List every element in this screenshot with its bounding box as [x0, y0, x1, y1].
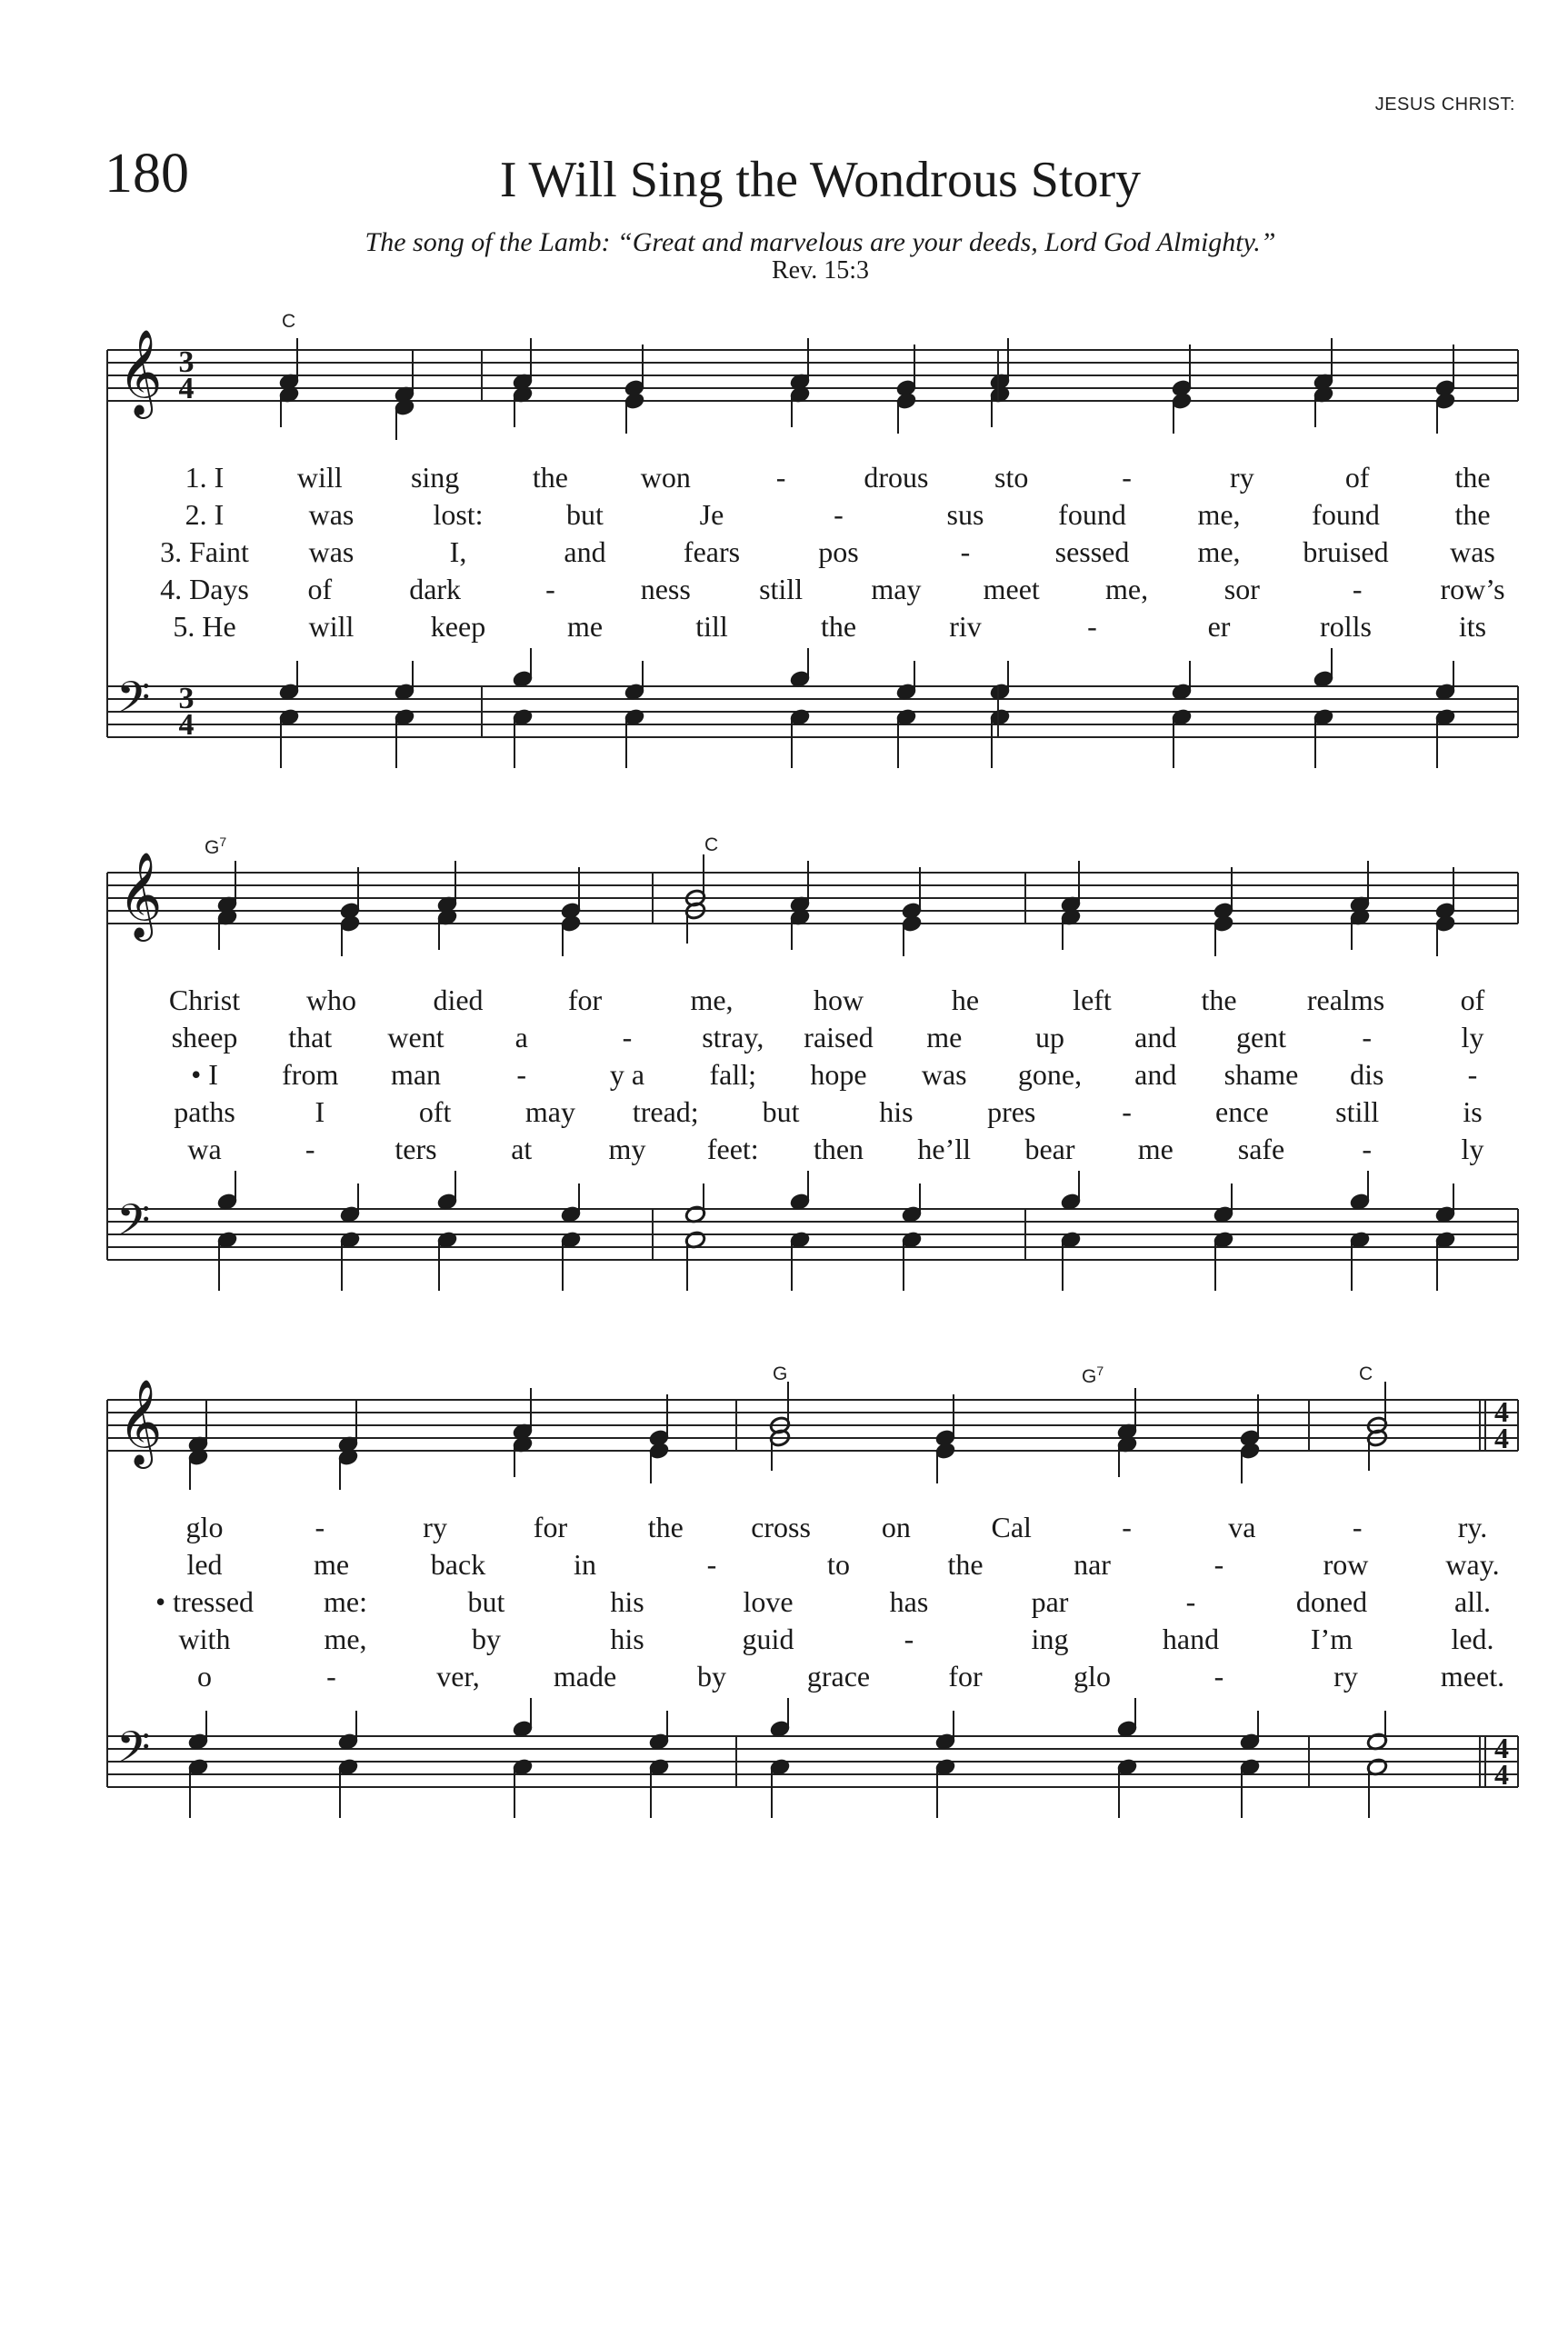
- lyric-syllable: but: [467, 1585, 505, 1618]
- bass-clef-icon: 𝄢: [116, 1722, 151, 1783]
- lyric-syllable: will: [296, 461, 343, 494]
- lyric-syllable: led.: [1451, 1623, 1494, 1655]
- lyric-syllable: me,: [1197, 535, 1241, 568]
- lyric-syllable: my: [608, 1133, 646, 1165]
- lyric-syllable: I’m: [1310, 1623, 1353, 1655]
- lyric-syllable: may: [524, 1095, 575, 1128]
- lyric-syllable: dark: [409, 573, 462, 605]
- hyphen: -: [1185, 1585, 1196, 1618]
- time-signature-top: 4: [1494, 1732, 1509, 1764]
- lyric-syllable: me,: [1197, 498, 1241, 531]
- lyric-syllable: but: [566, 498, 604, 531]
- lyric-syllable: me,: [1104, 573, 1149, 605]
- lyric-line-verse-4: [0, 1621, 1568, 1657]
- lyric-line-verse-1: [0, 982, 1568, 1018]
- lyric-syllable: till: [695, 610, 728, 643]
- hyphen: -: [1087, 610, 1097, 643]
- lyric-syllable: 4. Days: [160, 573, 249, 605]
- lyric-syllable: I,: [449, 535, 467, 568]
- lyric-syllable: may: [871, 573, 922, 605]
- lyric-syllable: stray,: [702, 1021, 764, 1054]
- lyric-syllable: cross: [751, 1511, 811, 1543]
- time-signature-bottom: 4: [178, 372, 195, 405]
- hyphen: -: [622, 1021, 633, 1054]
- lyric-syllable: o: [197, 1660, 212, 1693]
- lyric-syllable: love: [743, 1585, 794, 1618]
- lyric-syllable: the: [647, 1511, 684, 1543]
- hymn-number: 180: [105, 143, 189, 205]
- lyric-line-verse-2: [0, 496, 1568, 533]
- lyric-syllable: by: [697, 1660, 726, 1693]
- lyric-line-verse-1: [0, 459, 1568, 495]
- lyric-line-verse-3: [0, 1056, 1568, 1093]
- lyric-syllable: 2. I: [185, 498, 225, 531]
- lyric-syllable: grace: [806, 1660, 871, 1693]
- lyric-syllable: rolls: [1320, 610, 1372, 643]
- lyric-syllable: row’s: [1440, 573, 1505, 605]
- lyric-syllable: for: [533, 1511, 568, 1543]
- lyric-syllable: that: [288, 1021, 333, 1054]
- lyric-syllable: glo: [185, 1511, 224, 1543]
- lyric-syllable: ness: [640, 573, 691, 605]
- lyric-syllable: ly: [1461, 1133, 1484, 1165]
- lyric-syllable: hope: [810, 1058, 867, 1091]
- lyric-syllable: he: [951, 984, 980, 1016]
- lyric-syllable: bear: [1024, 1133, 1075, 1165]
- lyric-syllable: for: [567, 984, 603, 1016]
- lyric-syllable: still: [759, 573, 804, 605]
- lyric-syllable: row: [1323, 1548, 1369, 1581]
- lyric-syllable: • tressed: [155, 1585, 255, 1618]
- lyric-syllable: ry: [1333, 1660, 1358, 1693]
- lyric-syllable: lost:: [433, 498, 484, 531]
- lyric-syllable: and: [1134, 1021, 1177, 1054]
- lyric-syllable: he’ll: [917, 1133, 972, 1165]
- lyric-syllable: at: [511, 1133, 533, 1165]
- lyric-syllable: was: [308, 535, 355, 568]
- lyric-syllable: of: [1344, 461, 1370, 494]
- bass-staff: [107, 648, 1518, 768]
- lyric-syllable: 1. I: [185, 461, 225, 494]
- hyphen: -: [305, 1133, 315, 1165]
- lyric-syllable: wa: [187, 1133, 222, 1165]
- lyric-syllable: of: [1460, 984, 1485, 1016]
- lyric-syllable: 5. He: [173, 610, 236, 643]
- lyric-syllable: to: [827, 1548, 850, 1581]
- lyric-syllable: who: [305, 984, 357, 1016]
- hyphen: -: [834, 498, 844, 531]
- chord-symbol: [704, 834, 718, 856]
- lyric-syllable: Cal: [991, 1511, 1032, 1543]
- lyric-syllable: was: [308, 498, 355, 531]
- lyric-syllable: bruised: [1303, 535, 1389, 568]
- chord-symbol: [1359, 1363, 1373, 1385]
- lyric-syllable: sing: [410, 461, 460, 494]
- lyric-syllable: how: [813, 984, 864, 1016]
- lyric-syllable: • I: [191, 1058, 218, 1091]
- hyphen: -: [904, 1623, 914, 1655]
- lyric-syllable: the: [1454, 461, 1491, 494]
- time-signature-top: 4: [1494, 1395, 1509, 1428]
- lyric-syllable: and: [564, 535, 606, 568]
- lyric-syllable: pres: [987, 1095, 1036, 1128]
- hyphen: -: [1122, 461, 1132, 494]
- hyphen: -: [1213, 1660, 1224, 1693]
- lyric-syllable: a: [514, 1021, 528, 1054]
- hyphen: -: [1352, 573, 1363, 605]
- lyric-syllable: and: [1134, 1058, 1177, 1091]
- section-heading: JESUS CHRIST:: [1374, 95, 1515, 115]
- lyric-syllable: led: [186, 1548, 223, 1581]
- lyric-syllable: its: [1458, 610, 1487, 643]
- chord-extension: 7: [1096, 1363, 1104, 1378]
- lyric-syllable: meet: [983, 573, 1040, 605]
- lyric-syllable: his: [610, 1623, 644, 1655]
- lyric-line-verse-1: [0, 1509, 1568, 1545]
- lyric-syllable: sus: [946, 498, 984, 531]
- lyric-syllable: ing: [1031, 1623, 1069, 1655]
- lyric-syllable: won: [640, 461, 691, 494]
- lyric-syllable: gent: [1235, 1021, 1287, 1054]
- lyric-syllable: was: [921, 1058, 967, 1091]
- lyric-syllable: of: [307, 573, 333, 605]
- hyphen: -: [1122, 1511, 1132, 1543]
- lyric-syllable: Christ: [168, 984, 241, 1016]
- hyphen: -: [1122, 1095, 1132, 1128]
- lyric-syllable: nar: [1074, 1548, 1111, 1581]
- chord-root: G: [205, 837, 220, 858]
- lyric-syllable: by: [472, 1623, 501, 1655]
- hyphen: -: [516, 1058, 527, 1091]
- hyphen: -: [1362, 1021, 1373, 1054]
- lyric-syllable: me: [313, 1548, 350, 1581]
- lyric-syllable: was: [1450, 535, 1495, 568]
- lyric-syllable: ver,: [436, 1660, 480, 1693]
- lyric-syllable: found: [1312, 498, 1380, 531]
- hymn-title: I Will Sing the Wondrous Story: [499, 152, 1142, 208]
- lyric-syllable: drous: [864, 461, 929, 494]
- time-signature-bottom: 4: [1494, 1758, 1509, 1791]
- lyric-syllable: Je: [699, 498, 724, 531]
- lyric-syllable: me,: [324, 1623, 367, 1655]
- lyric-syllable: but: [762, 1095, 800, 1128]
- hyphen: -: [545, 573, 555, 605]
- chord-root: G: [1082, 1366, 1097, 1387]
- lyric-syllable: shame: [1223, 1058, 1299, 1091]
- lyric-syllable: doned: [1295, 1585, 1368, 1618]
- lyric-syllable: raised: [804, 1021, 874, 1054]
- hyphen: -: [960, 535, 971, 568]
- time-signature-bottom: 4: [178, 708, 195, 742]
- lyric-line-verse-2: [0, 1546, 1568, 1583]
- lyric-syllable: paths: [174, 1095, 235, 1128]
- bass-clef-icon: 𝄢: [116, 672, 151, 734]
- lyric-syllable: way.: [1445, 1548, 1500, 1581]
- lyric-syllable: went: [387, 1021, 444, 1054]
- lyric-syllable: I: [315, 1095, 325, 1128]
- lyric-syllable: meet.: [1440, 1660, 1505, 1693]
- lyric-syllable: still: [1335, 1095, 1380, 1128]
- lyric-syllable: sto: [994, 461, 1029, 494]
- lyric-syllable: fears: [683, 535, 741, 568]
- lyric-syllable: his: [879, 1095, 914, 1128]
- time-signature-top: 3: [178, 345, 195, 379]
- lyric-syllable: sor: [1223, 573, 1260, 605]
- lyric-syllable: man: [390, 1058, 442, 1091]
- lyric-syllable: has: [889, 1585, 929, 1618]
- lyric-syllable: back: [430, 1548, 486, 1581]
- treble-clef-icon: 𝄞: [118, 852, 163, 938]
- lyric-syllable: me:: [324, 1585, 367, 1618]
- lyric-syllable: me: [1137, 1133, 1174, 1165]
- lyric-syllable: safe: [1237, 1133, 1285, 1165]
- lyric-syllable: the: [532, 461, 568, 494]
- hyphen: -: [1352, 1511, 1363, 1543]
- lyric-syllable: sessed: [1054, 535, 1130, 568]
- hyphen: -: [1362, 1133, 1373, 1165]
- lyric-syllable: feet:: [706, 1133, 759, 1165]
- lyric-syllable: dis: [1350, 1058, 1384, 1091]
- lyric-line-verse-4: [0, 571, 1568, 607]
- treble-clef-icon: 𝄞: [118, 329, 163, 415]
- chord-symbol: [282, 311, 295, 333]
- lyric-syllable: made: [553, 1660, 617, 1693]
- hyphen: -: [1213, 1548, 1224, 1581]
- lyric-syllable: ry.: [1457, 1511, 1488, 1543]
- lyric-syllable: 3. Faint: [160, 535, 249, 568]
- lyric-syllable: er: [1207, 610, 1231, 643]
- lyric-syllable: gone,: [1017, 1058, 1083, 1091]
- lyric-syllable: ry: [423, 1511, 447, 1543]
- lyric-syllable: glo: [1074, 1660, 1111, 1693]
- lyric-syllable: found: [1058, 498, 1126, 531]
- chord-root: C: [704, 834, 719, 855]
- lyric-syllable: left: [1073, 984, 1112, 1016]
- chord-symbol: [1082, 1363, 1104, 1388]
- lyric-syllable: hand: [1162, 1623, 1220, 1655]
- lyric-syllable: sheep: [171, 1021, 238, 1054]
- treble-staff: [107, 854, 1518, 956]
- lyric-syllable: then: [813, 1133, 864, 1165]
- bass-staff: [107, 1171, 1518, 1291]
- treble-clef-icon: 𝄞: [118, 1379, 163, 1465]
- chord-root: C: [282, 311, 296, 332]
- lyric-syllable: the: [820, 610, 857, 643]
- treble-staff: [107, 1382, 1518, 1490]
- lyric-line-verse-3: [0, 534, 1568, 570]
- lyric-syllable: with: [178, 1623, 231, 1655]
- lyric-syllable: realms: [1306, 984, 1385, 1016]
- lyric-syllable: fall;: [709, 1058, 757, 1091]
- chord-symbol: [773, 1363, 787, 1385]
- hyphen: -: [1467, 1058, 1478, 1091]
- lyric-line-verse-5: [0, 608, 1568, 644]
- hyphen: -: [315, 1511, 325, 1543]
- lyric-syllable: va: [1228, 1511, 1256, 1543]
- lyric-syllable: pos: [818, 535, 859, 568]
- lyric-syllable: guid: [742, 1623, 794, 1655]
- lyric-syllable: the: [1201, 984, 1237, 1016]
- scripture-reference: Rev. 15:3: [771, 256, 870, 285]
- lyric-line-verse-2: [0, 1019, 1568, 1055]
- chord-root: G: [773, 1363, 788, 1384]
- treble-staff: [107, 338, 1518, 440]
- lyric-syllable: for: [948, 1660, 983, 1693]
- hyphen: -: [326, 1660, 336, 1693]
- chord-root: C: [1359, 1363, 1373, 1384]
- lyric-syllable: par: [1031, 1585, 1069, 1618]
- lyric-syllable: ence: [1215, 1095, 1269, 1128]
- lyric-syllable: died: [433, 984, 484, 1016]
- lyric-syllable: up: [1035, 1021, 1064, 1054]
- bass-clef-icon: 𝄢: [116, 1194, 151, 1256]
- lyric-syllable: his: [610, 1585, 644, 1618]
- time-signature-top: 3: [178, 682, 195, 715]
- lyric-syllable: is: [1463, 1095, 1483, 1128]
- lyric-syllable: all.: [1454, 1585, 1491, 1618]
- lyric-line-verse-5: [0, 1658, 1568, 1694]
- lyric-syllable: on: [881, 1511, 911, 1543]
- chord-extension: 7: [219, 834, 227, 849]
- lyric-syllable: tread;: [632, 1095, 699, 1128]
- lyric-syllable: ry: [1230, 461, 1254, 494]
- hyphen: -: [775, 461, 786, 494]
- lyric-line-verse-3: [0, 1583, 1568, 1620]
- lyric-syllable: the: [947, 1548, 984, 1581]
- lyric-line-verse-4: [0, 1094, 1568, 1130]
- lyric-syllable: oft: [418, 1095, 452, 1128]
- time-signature-bottom: 4: [1494, 1422, 1509, 1454]
- bass-staff: [107, 1698, 1518, 1818]
- hyphen: -: [706, 1548, 717, 1581]
- lyric-syllable: keep: [430, 610, 486, 643]
- lyric-syllable: the: [1454, 498, 1491, 531]
- lyric-syllable: will: [308, 610, 355, 643]
- lyric-syllable: ly: [1461, 1021, 1484, 1054]
- hymn-subtitle: The song of the Lamb: “Great and marvelous are your deeds, Lord God Almighty.”: [365, 227, 1276, 257]
- lyric-syllable: in: [574, 1548, 596, 1581]
- lyric-syllable: me: [566, 610, 604, 643]
- lyric-syllable: riv: [949, 610, 982, 643]
- chord-symbol: [205, 834, 226, 859]
- lyric-syllable: ters: [394, 1133, 437, 1165]
- lyric-syllable: me: [926, 1021, 963, 1054]
- lyric-syllable: me,: [690, 984, 734, 1016]
- lyric-syllable: from: [282, 1058, 339, 1091]
- lyric-syllable: y a: [609, 1058, 645, 1091]
- lyric-line-verse-5: [0, 1131, 1568, 1167]
